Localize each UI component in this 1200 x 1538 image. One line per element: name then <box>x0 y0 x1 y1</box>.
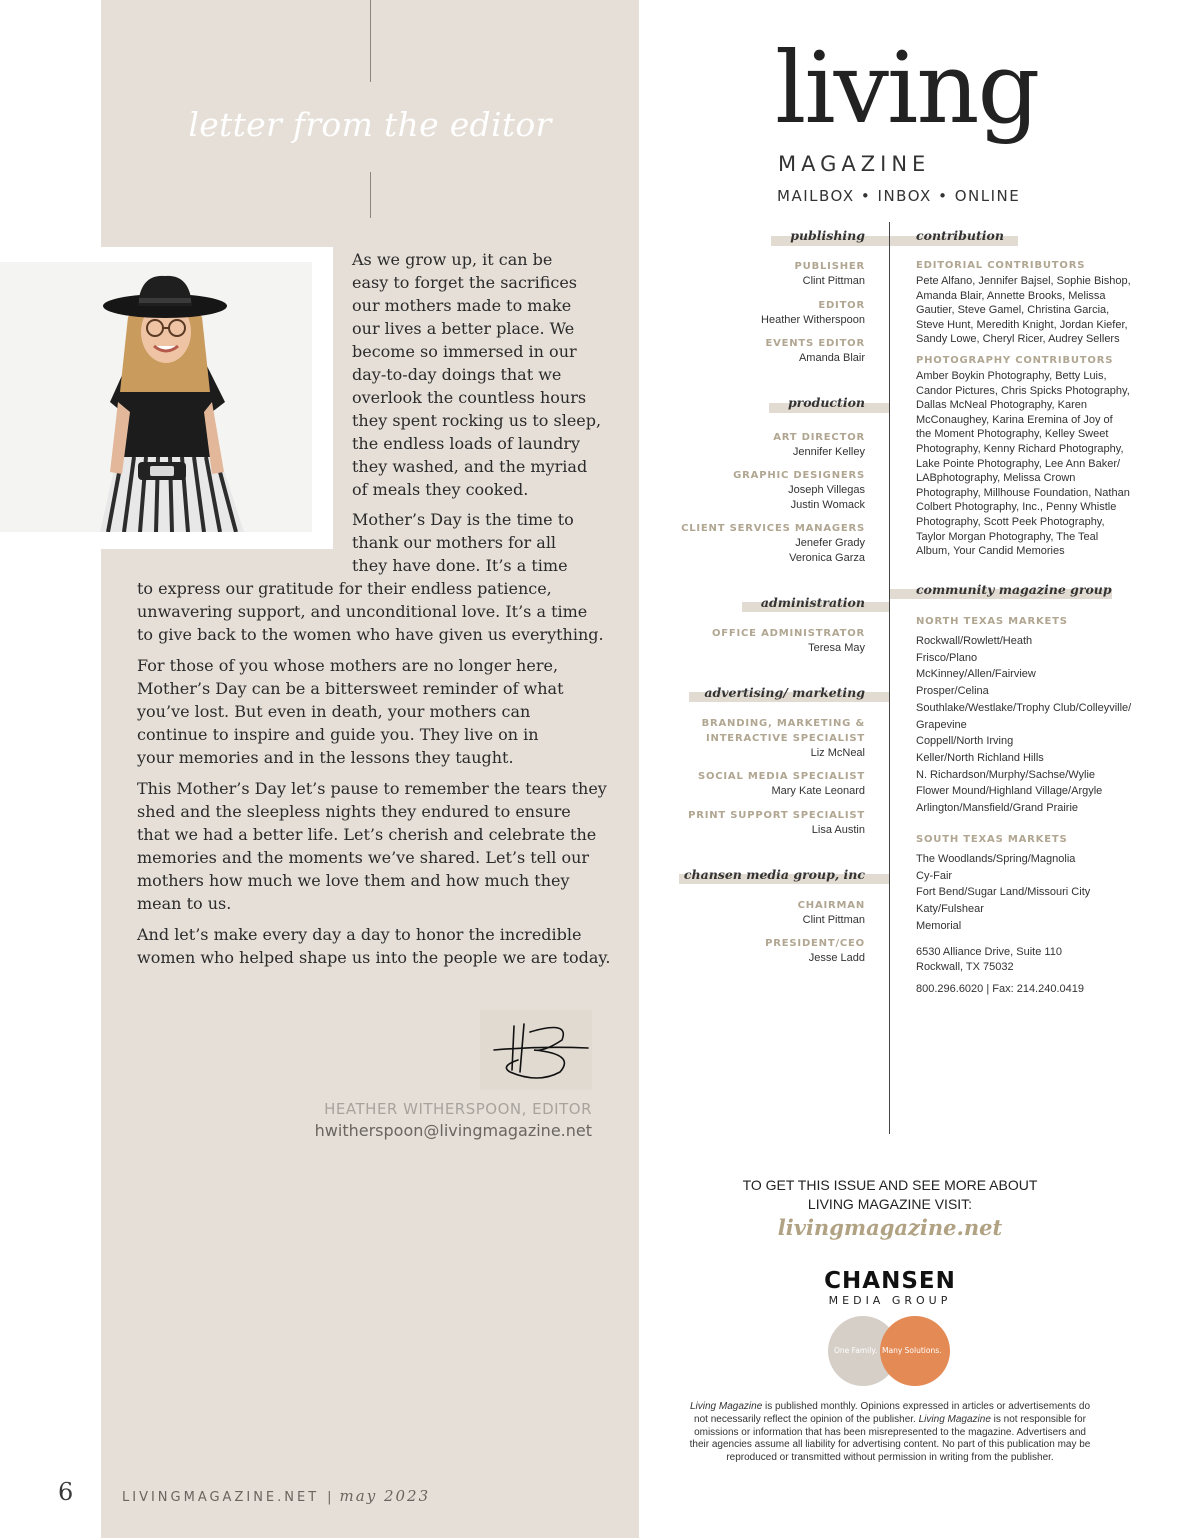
staff-role: ART DIRECTOR <box>773 432 865 443</box>
chansen-logo-text: CHANSEN <box>824 1268 956 1294</box>
staff-name: Liz McNeal <box>810 747 865 759</box>
circle-right-text: Many Solutions. <box>882 1346 942 1355</box>
market-item: Frisco/Plano <box>916 651 978 664</box>
market-item: Flower Mound/Highland Village/Argyle <box>916 785 1103 798</box>
letter-line: Mother’s Day is the time to <box>352 510 574 529</box>
footer-site[interactable]: LIVINGMAGAZINE.NET <box>122 1490 320 1505</box>
market-item: N. Richardson/Murphy/Sachse/Wylie <box>916 768 1096 781</box>
market-item: Arlington/Mansfield/Grand Prairie <box>916 802 1079 815</box>
letter-line: And let’s make every day a day to honor the incredible <box>137 925 582 944</box>
living-logo-subtitle: MAGAZINE <box>778 152 931 176</box>
callout-line-2: LIVING MAGAZINE VISIT: <box>807 1196 973 1212</box>
staff-name: Heather Witherspoon <box>761 314 865 326</box>
letter-line: the endless loads of laundry <box>352 434 581 453</box>
staff-name: Teresa May <box>808 642 865 654</box>
letter-paragraph-2-bottom <box>137 577 607 646</box>
market-item: Southlake/Westlake/Trophy Club/Colleyville/ <box>916 701 1132 714</box>
staff-name: Clint Pittman <box>802 275 865 287</box>
letter-line: For those of you whose mothers are no longer here, <box>137 656 559 675</box>
staff-role: EDITOR <box>818 300 865 311</box>
disclaimer-segment: is published monthly. Opinions expressed in articles or advertisements do not necessarily reflect the opinion of the publisher. <box>694 1401 1091 1425</box>
heading-top-rule <box>370 0 371 82</box>
letter-line: continue to inspire and guide you. They live on in <box>137 725 539 744</box>
page-number: 6 <box>58 1478 74 1506</box>
disclaimer-segment: Living Magazine <box>918 1413 991 1425</box>
staff-role: PRESIDENT/CEO <box>765 938 865 949</box>
letter-line: our lives a better place. We <box>352 319 575 338</box>
staff-role: EVENTS EDITOR <box>765 338 865 349</box>
letter-line: to give back to the women who have given us everything. <box>137 625 604 644</box>
staff-role: PRINT SUPPORT SPECIALIST <box>688 810 865 821</box>
south-texas-label: SOUTH TEXAS MARKETS <box>916 834 1068 845</box>
editorial-contributors-label: EDITORIAL CONTRIBUTORS <box>916 260 1086 271</box>
market-item: Katy/Fulshear <box>916 903 984 916</box>
letter-line: become so immersed in our <box>352 342 577 361</box>
staff-name: Amanda Blair <box>798 352 865 364</box>
letter-line: day-to-day doings that we <box>352 365 562 384</box>
staff-name: Jesse Ladd <box>808 952 865 964</box>
staff-role: SOCIAL MEDIA SPECIALIST <box>697 771 865 782</box>
staff-role: PUBLISHER <box>794 261 865 272</box>
editor-column-background <box>101 0 639 1538</box>
letter-line: Mother’s Day can be a bittersweet reminder of what <box>137 679 564 698</box>
disclaimer-segment: is not responsible for omissions or information that has been misrepresented to the magazine. Advertisers and their agencies assume all liability for advertising content. No part of this publication may be reproduced or transmitted without permission in writing from the publisher. <box>689 1413 1091 1464</box>
staff-role: CLIENT SERVICES MANAGERS <box>681 523 865 534</box>
phone-fax: 800.296.6020 | Fax: 214.240.0419 <box>916 983 1084 995</box>
staff-name: Jenefer Grady Veronica Garza <box>789 537 865 564</box>
south-texas-markets <box>916 851 1090 935</box>
staff-name: Joseph Villegas Justin Womack <box>788 484 865 511</box>
letter-line: they washed, and the myriad <box>352 457 588 476</box>
editor-email-link[interactable]: hwitherspoon@livingmagazine.net <box>314 1121 592 1140</box>
market-item: Rockwall/Rowlett/Heath <box>916 635 1033 647</box>
letter-line: memories and the moments we’ve shared. Let’s tell our <box>137 848 590 867</box>
footer-separator: | <box>327 1490 332 1505</box>
letter-paragraph-5 <box>137 923 611 969</box>
photography-contributors-label: PHOTOGRAPHY CONTRIBUTORS <box>916 355 1114 366</box>
letter-line: they spent rocking us to sleep, <box>352 411 602 430</box>
circle-left-text: One Family. <box>834 1346 878 1355</box>
letter-line: This Mother’s Day let’s pause to remember the tears they <box>137 779 607 798</box>
letter-line: our mothers made to make <box>352 296 572 315</box>
section-title-contribution: contribution <box>916 228 1004 243</box>
staff-name: Lisa Austin <box>811 824 865 836</box>
letter-line: overlook the countless hours <box>352 388 587 407</box>
masthead-divider <box>889 222 890 1134</box>
letter-paragraph-4 <box>137 777 607 915</box>
callout-line-1: TO GET THIS ISSUE AND SEE MORE ABOUT <box>742 1177 1038 1193</box>
disclaimer-segment: Living Magazine <box>689 1401 763 1412</box>
chansen-logo-subtitle: MEDIA GROUP <box>828 1294 952 1307</box>
letter-line: women who helped shape us into the people we are today. <box>137 948 611 967</box>
letter-line: mean to us. <box>137 894 232 913</box>
section-title-publishing: publishing <box>790 228 865 243</box>
market-item: Cy-Fair <box>916 869 953 882</box>
signature-image <box>480 1010 592 1090</box>
publication-disclaimer <box>686 1401 1094 1465</box>
editorial-contributors-list: Pete Alfano, Jennifer Bajsel, Sophie Bishop, Amanda Blair, Annette Brooks, Melissa Gautier, Steve Gamel, Christina Garcia, Steve Hunt, Meredith Knight, Jordan Kiefer, Sandy Lowe, Cheryl Ricer, Audrey Sellers <box>916 275 1131 346</box>
letter-line: unwavering support, and unconditional love. It’s a time <box>137 602 588 621</box>
letter-line: thank our mothers for all <box>352 533 557 552</box>
market-item: The Woodlands/Spring/Magnolia <box>916 853 1076 865</box>
section-title-community: community magazine group <box>916 582 1112 597</box>
letter-line: easy to forget the sacrifices <box>352 273 577 292</box>
market-item: Prosper/Celina <box>916 685 989 698</box>
website-link[interactable]: livingmagazine.net <box>777 1215 1003 1240</box>
letter-line: As we grow up, it can be <box>352 250 553 269</box>
masthead-tagline: MAILBOX • INBOX • ONLINE <box>777 187 1021 205</box>
staff-name: Jennifer Kelley <box>792 446 865 458</box>
letter-line: shed and the sleepless nights they endured to ensure <box>137 802 571 821</box>
office-address <box>916 945 1062 975</box>
market-item: Keller/North Richland Hills <box>916 751 1044 764</box>
page-footer <box>122 1487 430 1505</box>
page-heading: letter from the editor <box>188 105 552 144</box>
address-line-2: Rockwall, TX 75032 <box>916 961 1014 973</box>
letter-paragraph-1 <box>352 248 602 501</box>
letter-line: they have done. It’s a time <box>352 556 568 575</box>
letter-line: that we had a better life. Let’s cherish and celebrate the <box>137 825 597 844</box>
heading-bottom-rule <box>370 172 371 218</box>
photography-contributors-list: Amber Boykin Photography, Betty Luis, Candor Pictures, Chris Spicks Photography, Dallas McNeal Photography, Karen McConaughey, Karina Eremina of Joy of the Moment Photography, Kelley Sweet Photography, Kenny Richard Photography, Lake Pointe Photography, Lee Ann Baker/ LABphotography, Melissa Crown Photography, Millhouse Foundation, Nathan Colbert Photography, Inc., Penny Whistle Photography, Scott Peek Photography, Taylor Morgan Photography, The Teal Album, Your Candid Memories <box>916 370 1130 558</box>
letter-paragraph-2-top <box>352 508 592 577</box>
editor-photo <box>0 262 312 532</box>
signer-name: HEATHER WITHERSPOON, EDITOR <box>324 1100 592 1118</box>
letter-line: your memories and in the lessons they taught. <box>137 748 514 767</box>
section-title-production: production <box>787 395 865 410</box>
staff-name: Clint Pittman <box>802 914 865 926</box>
letter-line: of meals they cooked. <box>352 480 529 499</box>
footer-issue: may 2023 <box>339 1487 431 1505</box>
market-item: Coppell/North Irving <box>916 735 1014 748</box>
letter-line: mothers how much we love them and how much they <box>137 871 570 890</box>
staff-role: BRANDING, MARKETING & INTERACTIVE SPECIALIST <box>701 718 865 744</box>
section-title-administration: administration <box>760 595 865 610</box>
address-line-1: 6530 Alliance Drive, Suite 110 <box>916 946 1062 958</box>
north-texas-label: NORTH TEXAS MARKETS <box>916 616 1068 627</box>
staff-role: GRAPHIC DESIGNERS <box>733 470 865 481</box>
section-title-chansen: chansen media group, inc <box>683 867 865 882</box>
letter-line: to express our gratitude for their endless patience, <box>137 579 552 598</box>
market-item: Grapevine <box>916 718 967 731</box>
section-title-advertising: advertising/ marketing <box>704 685 865 700</box>
market-item: Memorial <box>916 919 962 932</box>
market-item: Fort Bend/Sugar Land/Missouri City <box>916 886 1091 899</box>
staff-role: OFFICE ADMINISTRATOR <box>711 628 865 639</box>
handwritten-signature <box>480 1010 592 1090</box>
market-item: McKinney/Allen/Fairview <box>916 668 1036 681</box>
living-logo-word: living <box>775 32 1039 146</box>
editor-portrait-illustration <box>0 262 312 532</box>
staff-role: CHAIRMAN <box>797 900 865 911</box>
letter-paragraph-3 <box>137 654 607 769</box>
letter-line: you’ve lost. But even in death, your mothers can <box>137 702 531 721</box>
north-texas-markets <box>916 633 1131 817</box>
staff-name: Mary Kate Leonard <box>771 785 865 797</box>
issue-callout <box>700 1176 1080 1214</box>
